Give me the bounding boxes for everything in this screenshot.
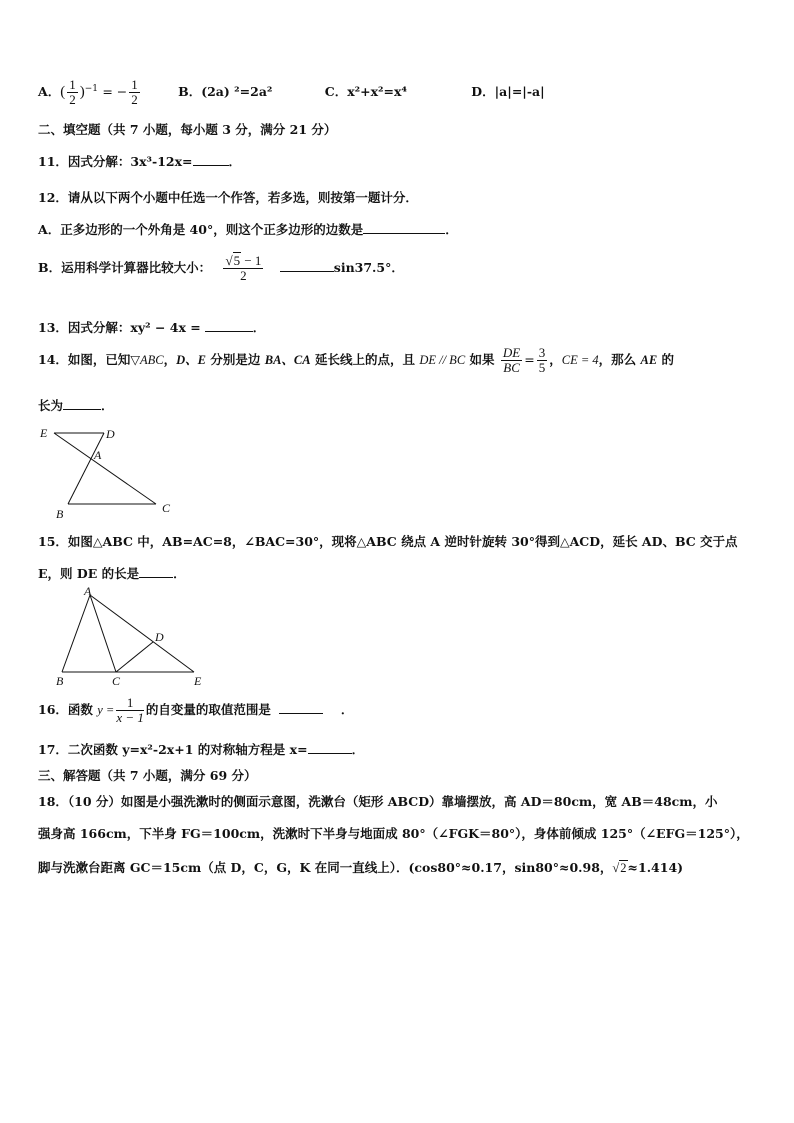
segment-ec	[54, 433, 156, 504]
option-b: B．(2a) ²=2a²	[178, 84, 273, 99]
question-14-line2: 长为 ．	[38, 398, 114, 413]
label-e: E	[40, 426, 48, 440]
question-18-line1: 18．（10 分）如图是小强洗漱时的侧面示意图，洗漱台（矩形 ABCD）靠墙摆放，高 AD＝80cm，宽 AB＝48cm，小	[38, 794, 718, 809]
question-11: 11．因式分解：3x³-12x= ．	[38, 154, 242, 169]
figure-14	[36, 422, 176, 522]
answer-blank	[308, 741, 352, 754]
function-fraction: $\frac{1}{x - 1}$	[116, 695, 144, 725]
answer-blank	[363, 221, 445, 234]
label-e: E	[194, 674, 202, 688]
question-15: 15．如图△ABC 中，AB=AC=8，∠BAC=30°，现将△ABC 绕点 A 逆时针旋转 30°得到△ACD，延长 AD、BC 交于点	[38, 534, 738, 549]
label-b: B	[56, 674, 64, 688]
question-16: 16．函数 y = $\frac{1}{x - 1}$ 的自变量的取值范围是 ．	[38, 695, 354, 725]
ratio-fraction: $\frac{3}{5}$	[538, 345, 546, 375]
label-b: B	[56, 507, 64, 521]
question-17: 17．二次函数 y=x²-2x+1 的对称轴方程是 x= ．	[38, 742, 365, 757]
question-12b: B．运用科学计算器比较大小： $\frac{√5 - 1}{2}$ sin37.5°．	[38, 253, 404, 283]
question-15-line2: E，则 DE 的长是 ．	[38, 566, 186, 581]
question-18-line2: 强身高 166cm，下半身 FG＝100cm，洗漱时下半身与地面成 80°（∠FGK＝80°），身体前倾成 125°（∠EFG＝125°），	[38, 826, 749, 841]
section-3-title: 三、解答题（共 7 小题，满分 69 分）	[38, 768, 257, 783]
option-a-fraction: $\frac{1}{2}$	[69, 77, 76, 107]
section-2-title: 二、填空题（共 7 小题，每小题 3 分，满分 21 分）	[38, 122, 337, 137]
question-18-line3: 脚与洗漱台距离 GC＝15cm（点 D，C，G，K 在同一直线上）．(cos80°≈0.17，sin80°≈0.98，√2≈1.414)	[38, 860, 684, 875]
label-a: A	[84, 586, 92, 598]
segment-db	[68, 433, 104, 504]
answer-blank	[280, 259, 334, 272]
answer-blank	[279, 701, 323, 714]
label-d: D	[106, 427, 115, 441]
de-bc-fraction: $\frac{DE}{BC}$	[502, 345, 521, 375]
sqrt-fraction: $\frac{√5 - 1}{2}$	[225, 253, 262, 283]
question-14: 14．如图，已知▽ABC，D、E 分别是边 BA、CA 延长线上的点，且 DE // BC 如果 $\frac{DE}{BC}$ = $\frac{3}{5}$ ，CE = 4，那么 AE 的	[38, 345, 675, 375]
label-a: A	[94, 448, 102, 462]
q10-options	[38, 78, 545, 107]
question-13: 13．因式分解：xy² − 4x = ．	[38, 320, 266, 335]
figure-15	[52, 586, 212, 690]
label-c: C	[112, 674, 121, 688]
option-c: C．x²+x²=x⁴	[324, 84, 407, 99]
answer-blank	[193, 153, 229, 166]
option-a-rhs-fraction: $\frac{1}{2}$	[131, 77, 138, 107]
question-12a: A．正多边形的一个外角是 40°，则这个正多边形的边数是 ．	[38, 222, 458, 237]
option-d: D．|a|=|-a|	[471, 84, 545, 99]
answer-blank	[139, 565, 173, 578]
segment-ab	[62, 595, 90, 672]
segment-cd	[116, 642, 153, 672]
segment-ac	[90, 595, 116, 672]
option-a: A．( $\frac{1}{2}$ )$^{-1}$ = − $\frac{1}{2}$	[38, 77, 138, 107]
segment-ae	[90, 595, 194, 672]
label-c: C	[162, 501, 171, 515]
label-d: D	[155, 630, 164, 644]
question-12-intro: 12．请从以下两个小题中任选一个作答，若多选，则按第一题计分．	[38, 190, 418, 205]
answer-blank	[205, 319, 253, 332]
answer-blank	[63, 397, 101, 410]
